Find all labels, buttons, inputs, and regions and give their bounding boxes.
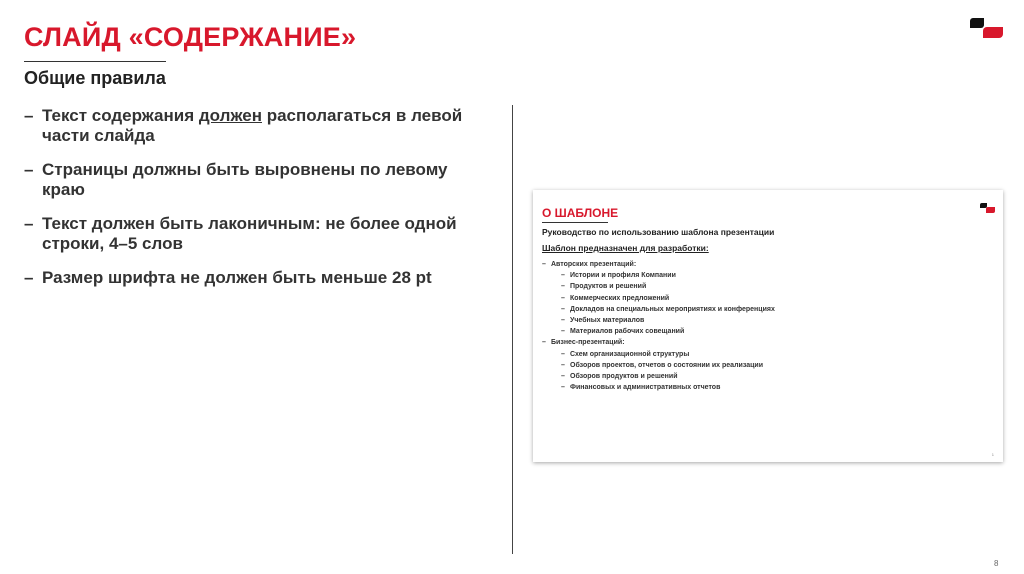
- rule-emphasis: должен: [198, 106, 262, 125]
- list-item: – Докладов на специальных мероприятиях и конференциях: [561, 305, 775, 313]
- list-item: – Продуктов и решений: [561, 283, 647, 291]
- list-item: – Истории и профиля Компании: [561, 272, 676, 280]
- thumbnail-list: [542, 259, 992, 393]
- page-number: 8: [994, 559, 999, 568]
- list-item: – Учебных материалов: [561, 317, 645, 325]
- slide-title: СЛАЙД «СОДЕРЖАНИЕ»: [24, 22, 357, 52]
- rule-text: располагаться в левой части слайда: [42, 106, 463, 145]
- thumbnail-page-number: 1: [991, 452, 994, 457]
- rules-list: [24, 106, 494, 302]
- rule-item: – Размер шрифта не должен быть меньше 28 pt: [24, 268, 432, 287]
- list-item: – Финансовых и административных отчетов: [561, 384, 721, 392]
- divider-line: [512, 105, 513, 554]
- list-item: – Материалов рабочих совещаний: [561, 328, 685, 336]
- thumbnail-logo-icon: [980, 203, 996, 214]
- rule-text: Страницы должны быть выровнены по левому краю: [42, 160, 448, 199]
- list-item: – Обзоров продуктов и решений: [561, 373, 678, 381]
- thumbnail-title: О ШАБЛОНЕ: [542, 206, 619, 220]
- rule-text: Текст должен быть лаконичным: не более одной строки, 4–5 слов: [42, 214, 457, 253]
- slide-subtitle: Общие правила: [24, 68, 166, 88]
- title-underline: [24, 61, 166, 62]
- rule-item: – Страницы должны быть выровнены по левому краю: [24, 160, 448, 199]
- rule-text: Размер шрифта не должен быть меньше 28 pt: [42, 268, 432, 287]
- thumbnail-purpose: Шаблон предназначен для разработки:: [542, 243, 709, 253]
- brand-logo-icon: [970, 18, 1004, 40]
- thumbnail-section-label: – Бизнес-презентаций:: [542, 339, 625, 347]
- thumbnail-section-label: – Авторских презентаций:: [542, 261, 637, 268]
- list-item: – Обзоров проектов, отчетов о состоянии их реализации: [561, 361, 764, 369]
- thumbnail-title-underline: [542, 222, 608, 223]
- example-slide-thumbnail: [533, 190, 1003, 462]
- rule-item: – Текст должен быть лаконичным: не более одной строки, 4–5 слов: [24, 214, 457, 253]
- thumbnail-guide: Руководство по использованию шаблона презентации: [542, 227, 775, 237]
- rule-text: Текст содержания: [42, 106, 199, 125]
- list-item: – Схем организационной структуры: [561, 350, 690, 358]
- rule-item: – Текст содержания должен располагаться в левой части слайда: [24, 106, 463, 145]
- list-item: – Коммерческих предложений: [561, 294, 670, 302]
